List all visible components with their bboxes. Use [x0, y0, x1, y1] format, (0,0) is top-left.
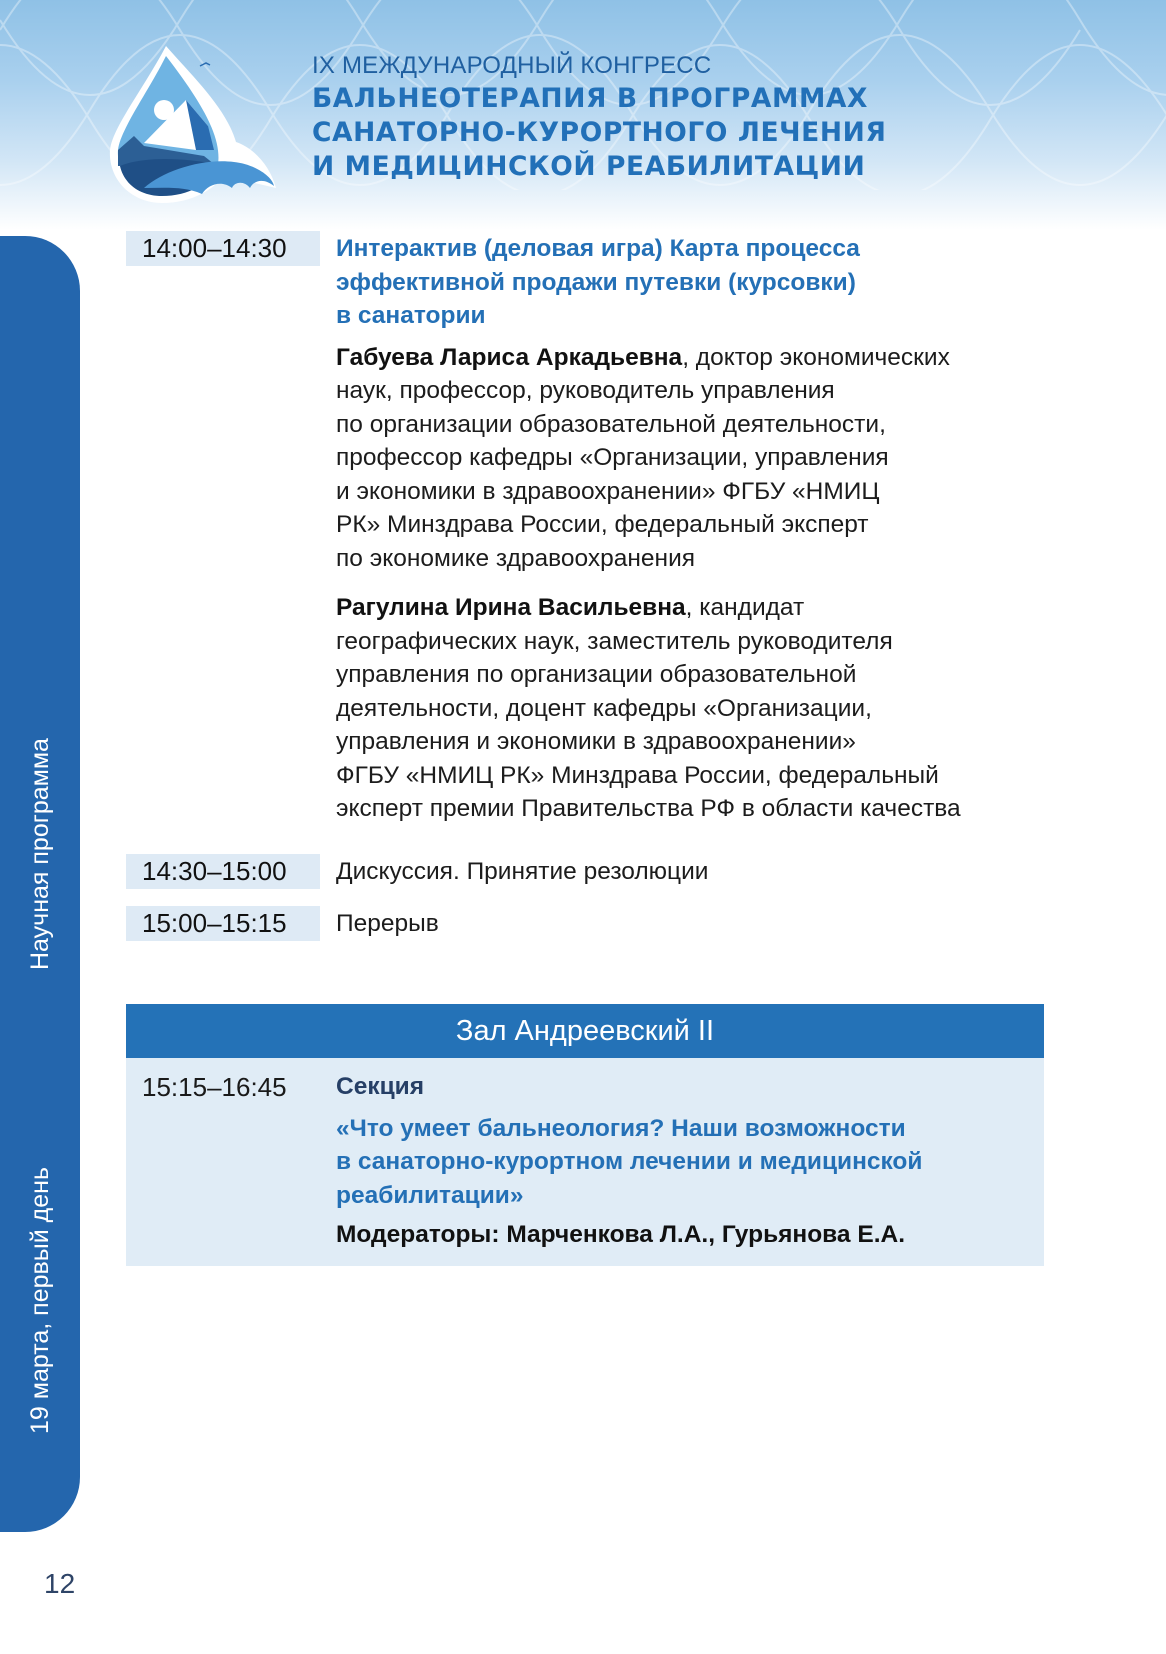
session-title-line: реабилитации»: [336, 1181, 524, 1209]
title-line-3: И МЕДИЦИНСКОЙ РЕАБИЛИТАЦИИ: [312, 151, 866, 182]
speaker-bio-line: деятельности, доцент кафедры «Организации,: [336, 694, 872, 722]
time-slot-1: 14:00–14:30: [126, 231, 320, 266]
speaker-name: Рагулина Ирина Васильевна: [336, 594, 686, 621]
speaker-bio-line: ФГБУ «НМИЦ РК» Минздрава России, федеральный: [336, 761, 939, 789]
session-title-line: «Что умеет бальнеология? Наши возможности: [336, 1114, 906, 1142]
speaker-bio-line: и экономики в здравоохранении» ФГБУ «НМИЦ: [336, 477, 880, 505]
time-slot-3: 15:00–15:15: [126, 906, 320, 941]
speaker-bio-line: по экономике здравоохранения: [336, 544, 696, 572]
schedule-item-2: Дискуссия. Принятие резолюции: [336, 858, 709, 885]
congress-title: [312, 50, 886, 184]
time-slot-2: 14:30–15:00: [126, 854, 320, 889]
speaker-1: [336, 341, 1056, 576]
congress-number: IX МЕЖДУНАРОДНЫЙ КОНГРЕСС: [312, 52, 712, 79]
speaker-bio-line: профессор кафедры «Организации, управления: [336, 444, 889, 471]
session-moderators: Модераторы: Марченкова Л.А., Гурьянова Е.А.: [336, 1221, 906, 1248]
water-drop-mountain-logo-icon: [104, 38, 284, 208]
page-header: [0, 0, 1166, 230]
session-type: Секция: [336, 1073, 424, 1100]
hall-time-slot: 15:15–16:45: [142, 1072, 287, 1102]
sidebar-section-label: Научная программа: [26, 738, 54, 970]
sidebar-tab: [0, 236, 80, 1532]
speaker-bio-line: эксперт премии Правительства РФ в области качества: [336, 795, 961, 822]
speaker-name: Габуева Лариса Аркадьевна: [336, 343, 683, 371]
title-line-2: САНАТОРНО-КУРОРТНОГО ЛЕЧЕНИЯ: [312, 117, 887, 148]
speaker-bio-line: РК» Минздрава России, федеральный эксперт: [336, 511, 869, 538]
schedule-item-1: [336, 232, 1056, 826]
speaker-bio-line: по организации образовательной деятельности,: [336, 410, 886, 438]
item-title-line: эффективной продажи путевки (курсовки): [336, 268, 856, 296]
hall-session: [336, 1070, 1056, 1252]
sidebar-date-label: 19 марта, первый день: [26, 1167, 54, 1434]
title-line-1: БАЛЬНЕОТЕРАПИЯ В ПРОГРАММАХ: [312, 83, 869, 114]
speaker-2: [336, 591, 1056, 826]
speaker-bio-line: , доктор экономических: [682, 343, 950, 371]
speaker-bio-line: управления по организации образовательной: [336, 661, 857, 688]
schedule-item-3: Перерыв: [336, 910, 439, 937]
speaker-bio-line: географических наук, заместитель руководителя: [336, 627, 893, 655]
hall-header: Зал Андреевский II: [126, 1004, 1044, 1058]
page-number: 12: [44, 1568, 76, 1599]
session-title-line: в санаторно-курортном лечении и медицинской: [336, 1148, 923, 1175]
speaker-bio-line: управления и экономики в здравоохранении»: [336, 728, 856, 755]
session-title: [336, 1112, 1056, 1213]
item-title-line: Интерактив (деловая игра) Карта процесса: [336, 235, 860, 262]
item-title-line: в санатории: [336, 302, 486, 329]
speaker-bio-line: наук, профессор, руководитель управления: [336, 377, 835, 404]
speaker-bio-line: , кандидат: [685, 594, 805, 621]
item-title: [336, 232, 1056, 333]
